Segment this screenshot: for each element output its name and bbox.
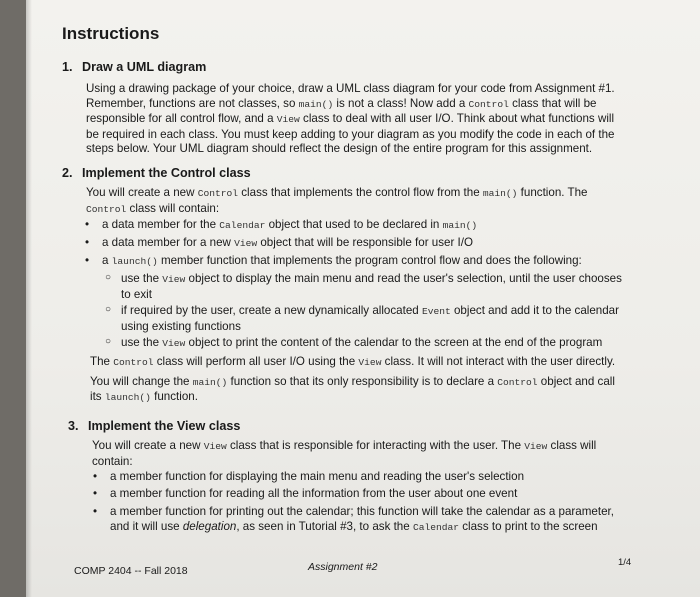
text-line: Using a drawing package of your choice, draw a UML class diagram for your code from Assignment #1. [86, 82, 615, 95]
text-line: The Control class will perform all user I/O using the View class. It will not interact with the user directly. [90, 355, 616, 368]
text-line: Control class will contain: [86, 201, 220, 215]
bullet-icon: • [85, 218, 90, 231]
code-control: Control [468, 98, 509, 110]
section-1-number: 1. [62, 60, 73, 74]
section-2-closing [90, 355, 615, 406]
bullet-icon: • [93, 505, 98, 518]
circle-bullet-icon: ○ [105, 304, 112, 315]
section-2-title: Implement the Control class [82, 166, 251, 180]
bullet-icon: • [93, 470, 98, 483]
text-line: its launch() function. [90, 390, 198, 403]
section-3-title: Implement the View class [88, 419, 241, 433]
bullet-icon: • [85, 236, 90, 249]
section-3-intro [92, 439, 596, 469]
section-1-title: Draw a UML diagram [82, 60, 207, 74]
section-2-intro [86, 186, 587, 217]
text-line: responsible for all control flow, and a View class to deal with all user I/O. Think about what functions will [86, 112, 615, 125]
section-1-heading [62, 60, 206, 74]
list-item: • a data member for a new View object that will be responsible for user I/O [85, 236, 474, 249]
section-3-heading [68, 419, 240, 433]
section-1-paragraph [86, 82, 615, 157]
page-title: Instructions [62, 24, 160, 43]
circle-bullet-icon: ○ [105, 272, 112, 283]
sub-list-item: ○ use the View object to print the content of the calendar to the screen at the end of the program [105, 336, 603, 349]
footer-course: COMP 2404 -- Fall 2018 [74, 565, 188, 577]
list-item: • a launch() member function that implements the program control flow and does the following: [85, 254, 582, 267]
list-item: • a member function for displaying the main menu and reading the user's selection [93, 470, 525, 483]
document-page [26, 0, 700, 597]
list-item: • a data member for the Calendar object that used to be declared in main() [85, 218, 478, 231]
section-2-heading [62, 166, 251, 180]
text-line: steps below. Your UML diagram should reflect the design of the entire program for this assignment. [86, 142, 593, 155]
section-3-number: 3. [68, 419, 79, 433]
emphasis-delegation: delegation [182, 519, 237, 533]
sub-list-item: ○ use the View object to display the main menu and read the user's selection, until the user chooses to exit [105, 272, 622, 301]
footer-page-number: 1/4 [618, 557, 632, 568]
list-item: • a member function for reading all the information from the user about one event [93, 487, 518, 500]
bullet-icon: • [93, 487, 98, 500]
code-view: View [276, 114, 300, 125]
text-line: be required in each class. You must keep adding to your diagram as you modify the code in each of the [86, 127, 615, 141]
page-edge-shadow [26, 0, 32, 597]
footer-assignment: Assignment #2 [308, 561, 378, 573]
list-item: • a member function for printing out the calendar; this function will take the calendar as a parameter, and it will use delegation, as seen in Tutorial #3, to ask the Calendar class to print to the screen [93, 505, 614, 533]
section-2-number: 2. [62, 166, 73, 180]
text-line: You will create a new Control class that implements the control flow from the main() function. The [86, 186, 588, 199]
text-line: You will create a new View class that is responsible for interacting with the user. The View class will [92, 439, 597, 452]
text-line: Remember, functions are not classes, so main() is not a class! Now add a Control class that will be [86, 96, 597, 110]
text-line: contain: [92, 454, 133, 468]
sub-list-item: ○ if required by the user, create a new dynamically allocated Event object and add it to the calendar using existing functions [105, 304, 619, 333]
code-main: main() [298, 98, 334, 110]
circle-bullet-icon: ○ [105, 336, 112, 347]
bullet-icon: • [85, 254, 90, 267]
text-line: You will change the main() function so that its only responsibility is to declare a Control object and call [90, 374, 615, 388]
